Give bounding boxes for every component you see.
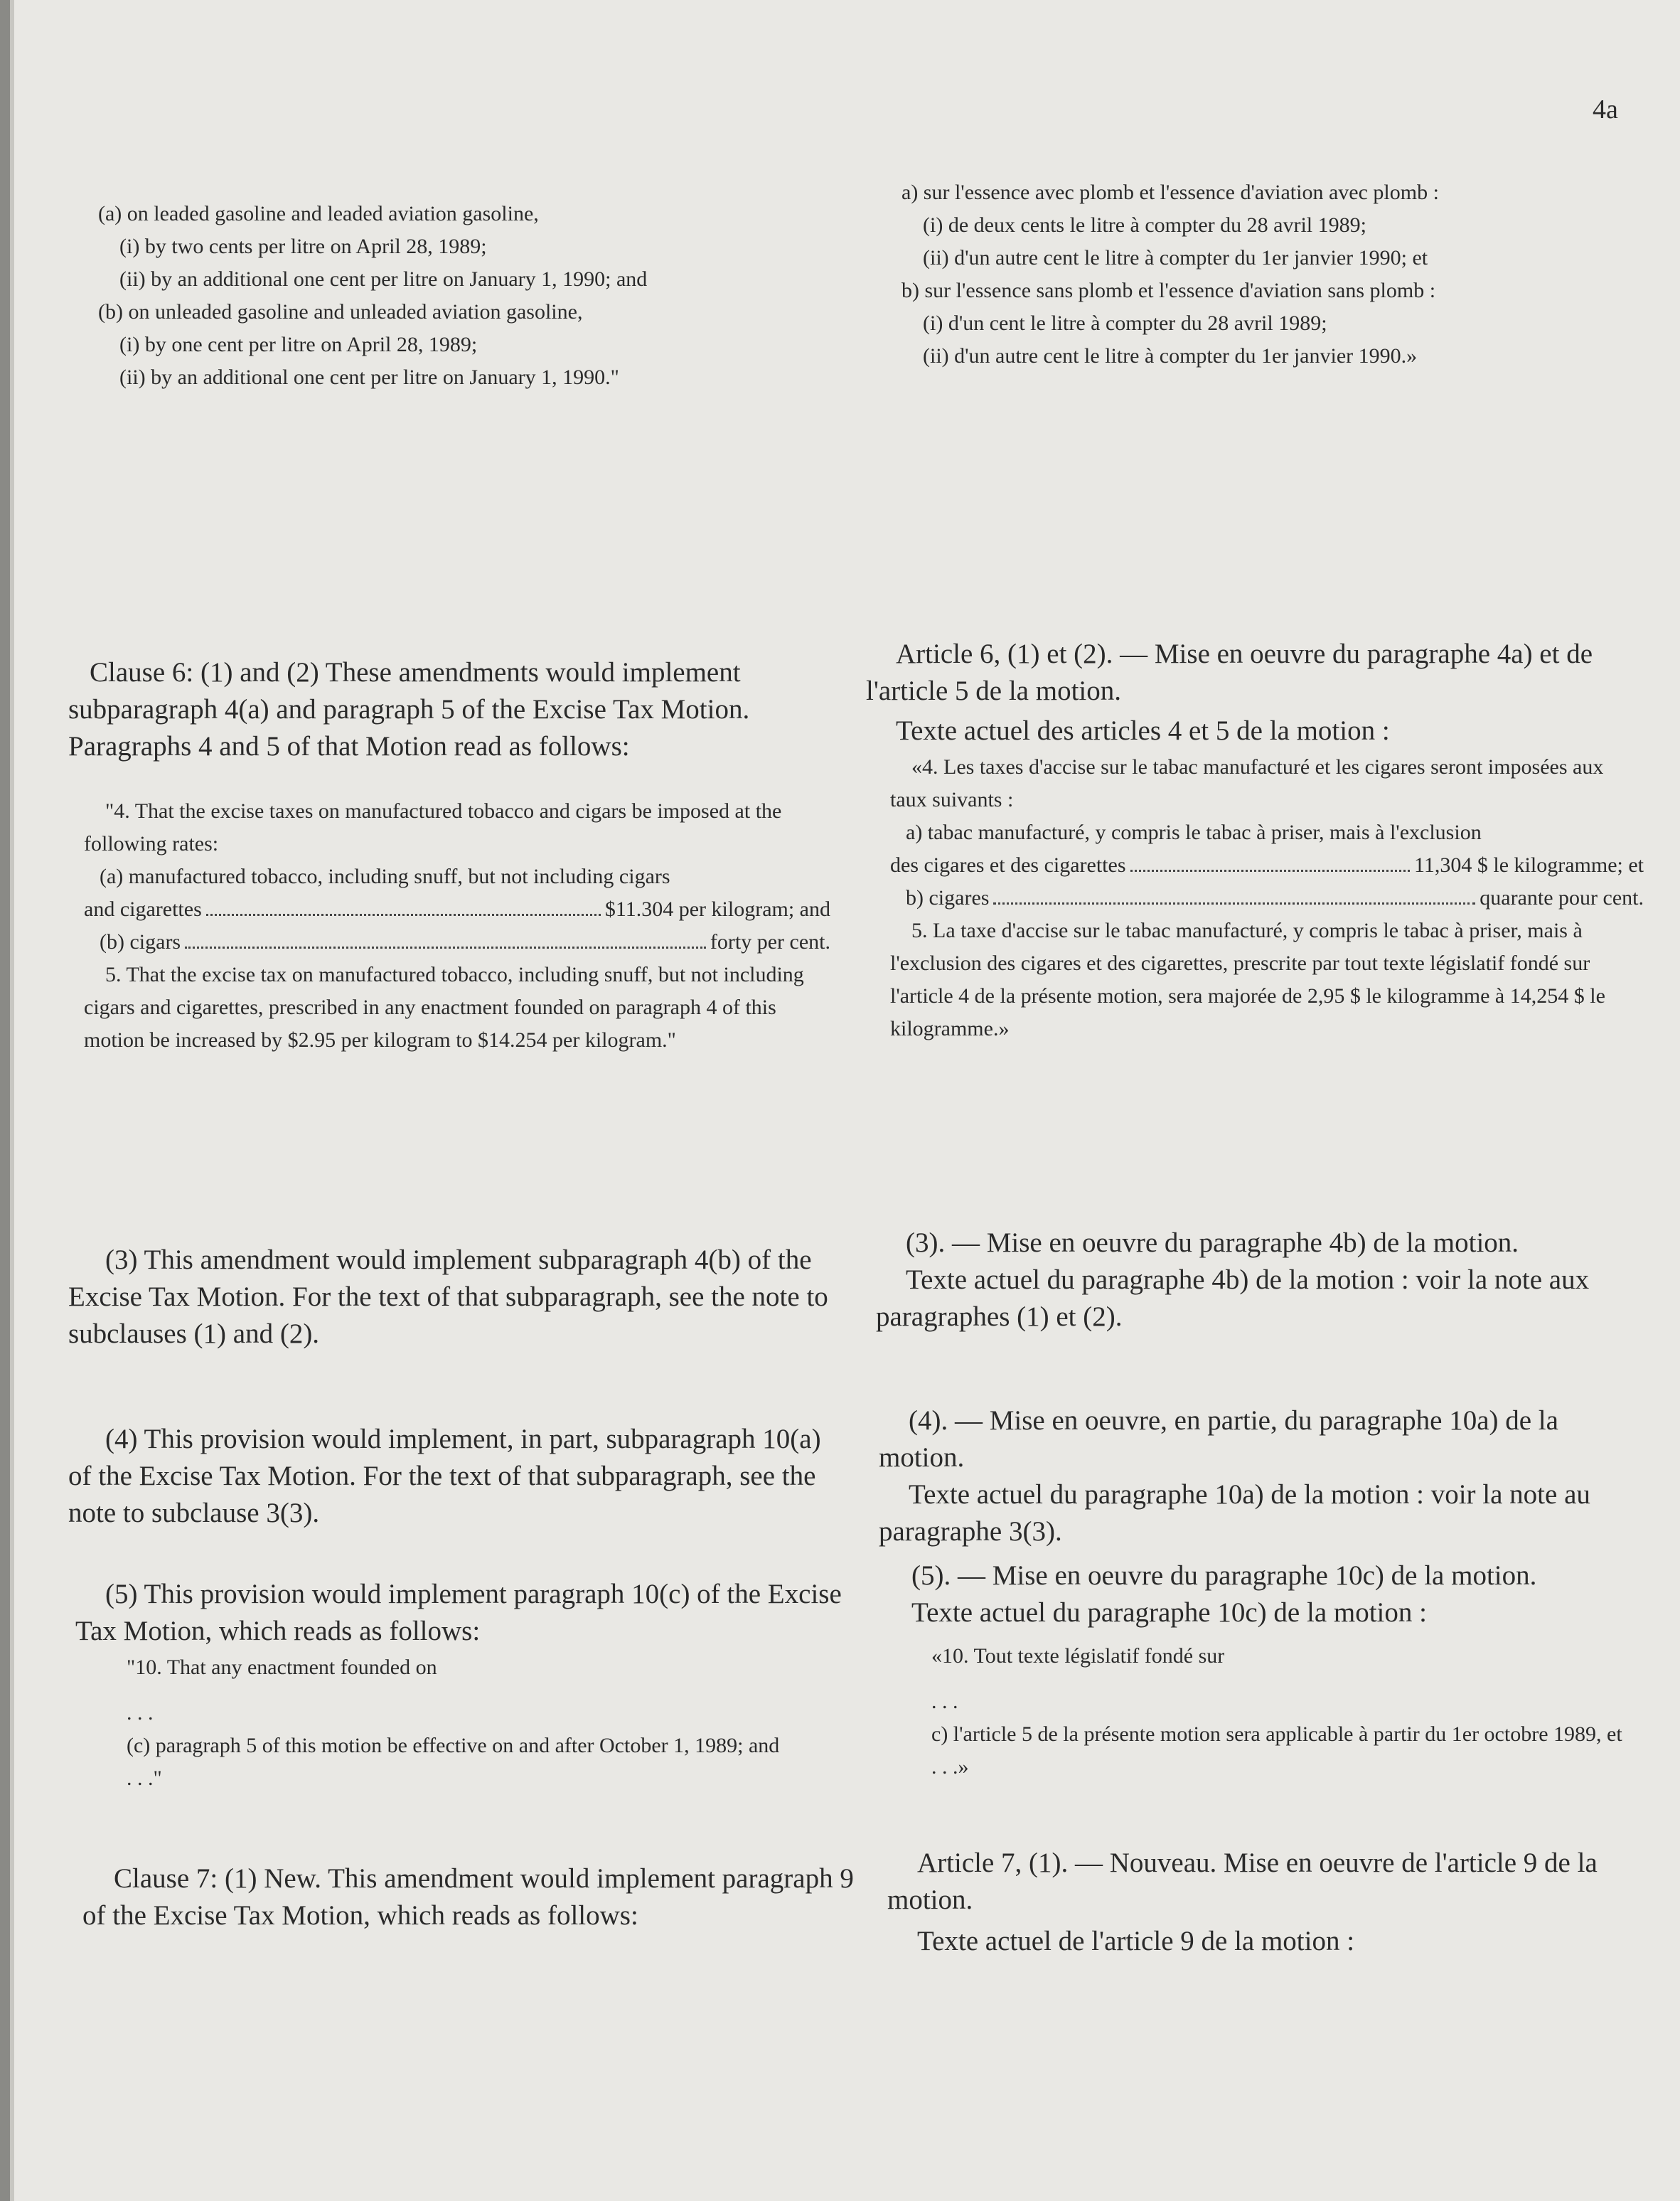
fr-quote-4a: a) tabac manufacturé, y compris le tabac à priser, mais à l'exclusion xyxy=(906,821,1482,844)
fr-rate-b-i: (i) d'un cent le litre à compter du 28 avril 1989; xyxy=(923,311,1327,335)
en-clause7-note: Clause 7: (1) New. This amendment would implement paragraph 9 of the Excise Tax Motion, which reads as follows: xyxy=(82,1863,854,1931)
en-quote-4a-value: $11.304 per kilogram; and xyxy=(604,897,830,921)
fr-subclause5-quote xyxy=(931,1640,1657,1784)
leader-dots xyxy=(1130,870,1411,872)
page-binding-edge xyxy=(0,0,10,2201)
fr-rate-b-ii: (ii) d'un autre cent le litre à compter du 1er janvier 1990.» xyxy=(923,344,1418,368)
fr-quote-4b-rate xyxy=(890,882,1644,915)
fr-article7-heading: Article 7, (1). — Nouveau. Mise en oeuvre de l'article 9 de la motion. xyxy=(887,1848,1598,1915)
leader-dots xyxy=(206,914,601,916)
en-ellipsis: . . ." xyxy=(127,1766,162,1790)
fr-quote-para5: 5. La taxe d'accise sur le tabac manufacturé, y compris le tabac à priser, mais à l'exclusion des cigares et des cigarettes, prescrite par tout texte législatif fondé sur l'article 4 de la présente motion, sera majorée de 2,95 $ le kilogramme à 14,254 $ le kilogramme.» xyxy=(890,919,1605,1040)
en-quote-4a-lead: and cigarettes xyxy=(84,897,202,921)
fr-article7-text-intro: Texte actuel de l'article 9 de la motion : xyxy=(917,1926,1355,1956)
fr-rate-a-ii: (ii) d'un autre cent le litre à compter du 1er janvier 1990; et xyxy=(923,246,1428,270)
fr-sub5-text: Texte actuel du paragraphe 10c) de la motion : xyxy=(911,1597,1427,1628)
fr-subclause5-note xyxy=(882,1557,1649,1631)
fr-quote-4a-rate xyxy=(890,849,1644,882)
fr-quote-10c: c) l'article 5 de la présente motion sera applicable à partir du 1er octobre 1989, et xyxy=(931,1722,1622,1746)
en-quote-4a: (a) manufactured tobacco, including snuff, but not including cigars xyxy=(100,865,670,888)
fr-rate-b: b) sur l'essence sans plomb et l'essence d'aviation sans plomb : xyxy=(901,279,1436,302)
page-binding-shadow xyxy=(10,0,14,2201)
fr-quote-para10: «10. Tout texte législatif fondé sur xyxy=(931,1644,1225,1668)
fr-quote-4a-lead: des cigares et des cigarettes xyxy=(890,853,1126,877)
en-subclause3-note: (3) This amendment would implement subparagraph 4(b) of the Excise Tax Motion. For the text of that subparagraph, see the note to subclauses (1) and (2). xyxy=(68,1245,828,1349)
en-subclause4-note: (4) This provision would implement, in part, subparagraph 10(a) of the Excise Tax Motion. For the text of that subparagraph, see the note to subclause 3(3). xyxy=(68,1424,821,1528)
en-quote-4b-value: forty per cent. xyxy=(710,930,830,954)
leader-dots xyxy=(185,947,706,949)
fr-rate-a-i: (i) de deux cents le litre à compter du 28 avril 1989; xyxy=(923,213,1366,237)
fr-quote-4b-value: quarante pour cent. xyxy=(1480,886,1644,910)
fr-article6-quote xyxy=(890,751,1644,1045)
fr-quote-4a-value: 11,304 $ le kilogramme; et xyxy=(1414,853,1644,877)
en-rate-a-ii: (ii) by an additional one cent per litre on January 1, 1990; and xyxy=(119,267,648,291)
en-quote-para10: "10. That any enactment founded on xyxy=(127,1656,437,1679)
fr-article6-text-intro: Texte actuel des articles 4 et 5 de la motion : xyxy=(896,715,1390,746)
en-rate-b-ii: (ii) by an additional one cent per litre on January 1, 1990." xyxy=(119,366,619,389)
fr-sub3-heading: (3). — Mise en oeuvre du paragraphe 4b) de la motion. xyxy=(906,1227,1519,1258)
fr-subclause4-note xyxy=(879,1402,1647,1550)
fr-sub4-heading: (4). — Mise en oeuvre, en partie, du paragraphe 10a) de la motion. xyxy=(879,1405,1558,1473)
en-subclause5-quote xyxy=(127,1651,845,1795)
en-quote-10c: (c) paragraph 5 of this motion be effective on and after October 1, 1989; and xyxy=(127,1734,780,1757)
en-quote-para5: 5. That the excise tax on manufactured tobacco, including snuff, but not including cigars and cigarettes, prescribed in any enactment founded on paragraph 4 of this motion be increased by $2.95 per kilogram to $14.254 per kilogram." xyxy=(84,963,804,1052)
fr-ellipsis: . . . xyxy=(931,1690,958,1713)
en-rate-b-i: (i) by one cent per litre on April 28, 1989; xyxy=(119,333,478,356)
en-clause6-note: Clause 6: (1) and (2) These amendments would implement subparagraph 4(a) and paragraph 5 of the Excise Tax Motion. Paragraphs 4 and 5 of that Motion read as follows: xyxy=(68,657,750,762)
en-rate-a-i: (i) by two cents per litre on April 28, 1989; xyxy=(119,235,487,258)
en-rate-a: (a) on leaded gasoline and leaded aviation gasoline, xyxy=(98,202,539,225)
page-number: 4a xyxy=(1593,95,1618,124)
en-quote-4b-lead: (b) cigars xyxy=(100,930,181,954)
fr-sub3-text: Texte actuel du paragraphe 4b) de la motion : voir la note aux paragraphes (1) et (2). xyxy=(876,1264,1590,1332)
en-quote-4a-rate xyxy=(84,893,830,926)
fr-article7-note xyxy=(887,1845,1655,1960)
en-quote-4b-rate xyxy=(84,926,830,959)
fr-subclause3-note xyxy=(876,1225,1644,1336)
fr-article6-heading: Article 6, (1) et (2). — Mise en oeuvre du paragraphe 4a) et de l'article 5 de la motion. xyxy=(866,639,1593,706)
en-rate-b: (b) on unleaded gasoline and unleaded aviation gasoline, xyxy=(98,300,583,324)
leader-dots xyxy=(993,902,1475,905)
en-ellipsis: . . . xyxy=(127,1701,154,1725)
fr-sub5-heading: (5). — Mise en oeuvre du paragraphe 10c) de la motion. xyxy=(911,1560,1537,1591)
fr-ellipsis: . . .» xyxy=(931,1755,969,1779)
fr-rate-a: a) sur l'essence avec plomb et l'essence d'aviation avec plomb : xyxy=(901,181,1439,204)
fr-quote-4b-lead: b) cigares xyxy=(906,886,990,910)
en-quote-para4: "4. That the excise taxes on manufactured tobacco and cigars be imposed at the following rates: xyxy=(84,799,782,856)
fr-quote-para4: «4. Les taxes d'accise sur le tabac manufacturé et les cigares seront imposées aux taux suivants : xyxy=(890,755,1604,811)
en-gasoline-rates xyxy=(98,198,845,394)
fr-article6-note xyxy=(866,636,1641,750)
fr-sub4-text: Texte actuel du paragraphe 10a) de la motion : voir la note au paragraphe 3(3). xyxy=(879,1479,1590,1547)
fr-gasoline-rates xyxy=(901,176,1584,373)
en-clause6-quote xyxy=(84,795,830,1057)
en-subclause5-note: (5) This provision would implement paragraph 10(c) of the Excise Tax Motion, which reads as follows: xyxy=(75,1579,842,1646)
